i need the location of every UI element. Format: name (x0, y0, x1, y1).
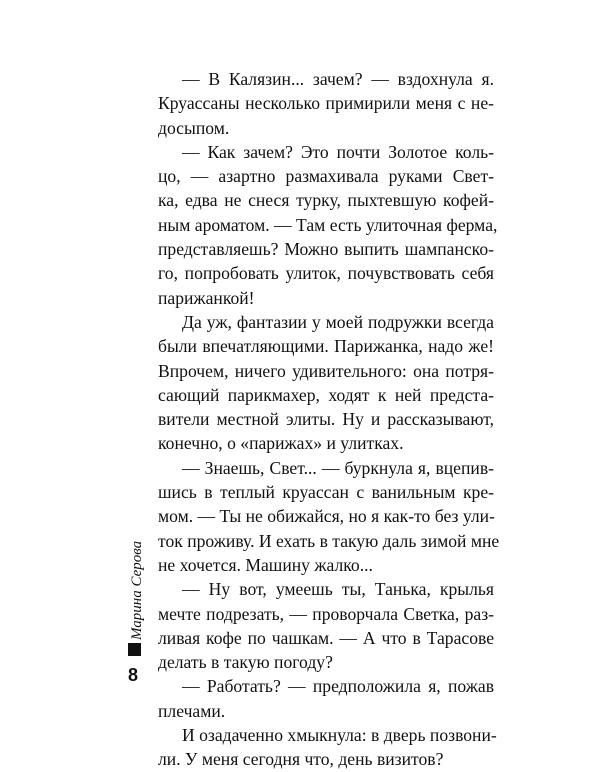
text-line: ливая кофе по чашкам. — А что в Тарасове (158, 627, 494, 648)
text-line: Круассаны несколько примирили меня с не- (158, 93, 494, 114)
square-marker (128, 643, 141, 656)
text-line: ток проживу. И ехать в такую даль зимой мне (158, 530, 500, 551)
text-line: мом. — Ты не обижайся, но я как-то без ули- (158, 506, 495, 527)
text-line: ка, едва не снеся турку, пыхтевшую кофей- (158, 190, 494, 211)
text-line: конечно, о «парижах» и улитках. (158, 433, 404, 454)
text-line: — В Калязин... зачем? — вздохнула я. (182, 69, 494, 89)
text-line: не хочется. Машину жалко... (158, 554, 373, 575)
body-text (158, 67, 500, 772)
text-line: делать в такую погоду? (158, 652, 333, 673)
text-line: досыпом. (158, 117, 230, 138)
running-header-author: Марина Серова (129, 540, 145, 640)
text-line: И озадаченно хмыкнула: в дверь позвони- (182, 725, 497, 746)
text-line: парижанкой! (158, 287, 255, 308)
text-line: Да уж, фантазии у моей подружки всегда (182, 311, 494, 332)
text-line: Впрочем, ничего удивительного: она потря- (158, 360, 494, 381)
text-line: — Работать? — предположила я, пожав (182, 676, 494, 697)
text-line: ным ароматом. — Там есть улиточная ферма, (158, 214, 498, 235)
text-line: были впечатляющими. Парижанка, надо же! (158, 336, 494, 357)
text-line: представляешь? Можно выпить шампанско- (158, 239, 494, 260)
text-line: — Знаешь, Свет... — буркнула я, вцепив- (182, 457, 494, 478)
text-line: шись в теплый круассан с ванильным кре- (158, 482, 494, 503)
text-line: го, попробовать улиток, почувствовать себя (158, 263, 494, 284)
text-line: плечами. (158, 700, 226, 721)
page-number: 8 (128, 665, 139, 685)
text-line: — Ну вот, умеешь ты, Танька, крылья (182, 579, 494, 600)
text-line: — Как зачем? Это почти Золотое коль- (182, 141, 494, 162)
text-line: мечте подрезать, — проворчала Светка, раз- (158, 603, 494, 624)
text-line: вители местной элиты. Ну и рассказывают, (158, 409, 494, 430)
text-line: ли. У меня сегодня что, день визитов? (158, 749, 444, 770)
text-line: сающий парикмахер, ходят к ней предста- (158, 384, 494, 405)
text-line: цо, — азартно размахивала руками Свет- (158, 166, 494, 187)
